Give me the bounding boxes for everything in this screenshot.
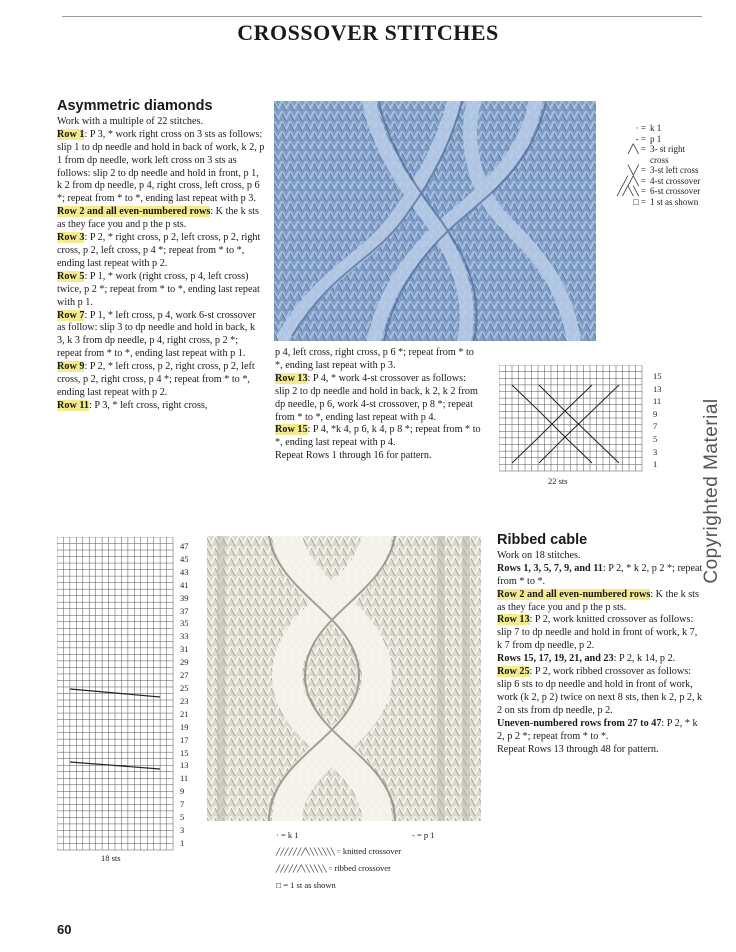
- ribbed-chart-stitch-count: 18 sts: [101, 853, 121, 863]
- chart-row-number: 15: [180, 747, 189, 758]
- row-label: Row 15: [275, 424, 308, 436]
- row-label: Uneven-numbered rows from 27 to 47: [497, 717, 662, 729]
- ribbed-repeat-note: Repeat Rows 13 through 48 for pattern.: [497, 743, 659, 755]
- top-rule: [62, 16, 702, 17]
- row-text: : K the k sts as they face you and p the p sts.: [497, 588, 699, 613]
- ribbed-chart-grid: [57, 537, 177, 852]
- chart-row-number: 1: [180, 837, 185, 848]
- legend-entry: [604, 176, 702, 187]
- legend-text: 1 st as shown: [650, 196, 699, 207]
- chart-row-number: 37: [180, 605, 189, 616]
- asym-instruction: [275, 373, 481, 425]
- legend-symbol: - =: [635, 133, 646, 144]
- asym-title: Asymmetric diamonds: [57, 98, 213, 114]
- ribbed-crossover-symbol: ╱╱╱╱╱╱╲╲╲╲╲╲ =: [276, 865, 333, 873]
- blue-knit-swatch: [274, 101, 596, 341]
- copyright-watermark: Copyrighted Material: [701, 398, 722, 584]
- ribbed-instruction: [497, 653, 703, 666]
- row-text: : P 3, * left cross, right cross,: [88, 399, 208, 411]
- asym-rows: [57, 129, 265, 413]
- ribbed-instruction: [497, 718, 703, 744]
- chart-row-number: 39: [180, 592, 189, 603]
- row-text: : P 1, * left cross, p 4, work 6-st crossover as follow: slip 3 to dp needle and hold in back, k 3, k 3 from dp needle, p 4, right cross, p 2 *; repeat from * to *, ending last repeat with p 1.: [57, 309, 256, 360]
- legend-entry: [604, 134, 702, 145]
- chart-row-number: 23: [180, 695, 189, 706]
- chart-row-number: 19: [180, 721, 189, 732]
- chart-row-number: 27: [180, 670, 189, 681]
- chart-row-number: 29: [180, 657, 189, 668]
- row-text: : P 2, * right cross, p 2, left cross, p 2, right cross, p 2, left cross, p 4 *; repeat from * to *, ending last repeat with p 2.: [57, 232, 261, 269]
- row-label: Row 3: [57, 232, 85, 244]
- chart-row-number: 47: [180, 541, 189, 551]
- row-label: Rows 1, 3, 5, 7, 9, and 11: [497, 562, 603, 574]
- row-text: : P 2, * k 2, p 2 *; repeat from * to *.: [497, 717, 698, 742]
- chart-row-number: 9: [653, 408, 658, 419]
- asym-instruction: [57, 271, 265, 310]
- chart-row-number: 17: [180, 734, 189, 745]
- legend-symbol: □ =: [633, 196, 646, 207]
- chart-row-number: 21: [180, 708, 189, 719]
- page-title: CROSSOVER STITCHES: [237, 20, 499, 45]
- row-text: : P 4, *k 4, p 6, k 4, p 8 *; repeat from * to *, ending last repeat with p 4.: [275, 424, 481, 449]
- asym-swatch-photo: [274, 101, 596, 341]
- legend-entry: [604, 186, 702, 197]
- legend-symbol: · =: [635, 123, 646, 133]
- row-label: Row 5: [57, 270, 85, 282]
- chart-row-number: 13: [180, 760, 189, 771]
- chart-row-number: 5: [180, 812, 185, 823]
- legend-text: 3-st left cross: [650, 165, 699, 175]
- knitted-crossover-label: knitted crossover: [342, 846, 402, 856]
- ribbed-crossover-label: ribbed crossover: [334, 863, 391, 873]
- chart-row-number: 45: [180, 553, 189, 564]
- row-text: : P 2, * left cross, p 2, right cross, p 2, left cross, p 2, right cross, p 4 *; repeat from * to *, ending last repeat with p 2.: [57, 361, 255, 398]
- ribbed-swatch-photo: [207, 536, 481, 821]
- row-text: : P 2, * k 2, p 2 *; repeat from * to *.: [497, 562, 703, 587]
- asym-column-1: [57, 100, 265, 413]
- chart-row-number: 41: [180, 579, 189, 590]
- chart-row-number: 15: [653, 371, 662, 381]
- asym-instruction: [275, 424, 481, 450]
- legend-entry: [604, 165, 702, 176]
- row-text: : P 2, work knitted crossover as follows: slip 7 to dp needle and hold in front of work, k 7, k 7 from dp needle, p 2.: [497, 614, 698, 652]
- legend-text: k 1: [650, 123, 662, 133]
- ribbed-legend-shown: □ = 1 st as shown: [276, 880, 336, 890]
- asym-chart: [499, 365, 649, 482]
- chart-row-number: 25: [180, 682, 189, 693]
- asym-instruction: [57, 129, 265, 206]
- cream-knit-swatch: [207, 536, 481, 821]
- row-label: Row 25: [497, 666, 530, 678]
- ribbed-legend-p1: - = p 1: [412, 830, 435, 840]
- row-label: Row 1: [57, 128, 85, 140]
- chart-row-number: 11: [180, 773, 189, 784]
- chart-row-number: 7: [180, 799, 185, 810]
- legend-symbol: ╱╱╲ =: [622, 175, 646, 186]
- chart-row-number: 13: [653, 383, 662, 394]
- row-text: : P 3, * work right cross on 3 sts as follows: slip 1 to dp needle and hold in back of work, k 2, p 1 from dp needle, work left cross on 3 sts as follows: slip 2 to dp needle and hold in front, p 1, k 2 from dp needle, p 4, right cross, left cross, p 6 *; repeat from * to *, ending last repeat with p 3.: [57, 128, 265, 205]
- legend-entry: [604, 197, 702, 208]
- legend-entry: [604, 144, 702, 165]
- chart-row-number: 35: [180, 618, 189, 629]
- ribbed-column: [497, 534, 703, 756]
- row-label: Rows 15, 17, 19, 21, and 23: [497, 653, 614, 665]
- legend-text: 4-st crossover: [650, 175, 701, 186]
- chart-row-number: 9: [180, 786, 185, 797]
- ribbed-intro: Work on 18 stitches.: [497, 549, 581, 561]
- ribbed-instruction: [497, 589, 703, 615]
- legend-text: p 1: [650, 133, 662, 144]
- asym-repeat-note: Repeat Rows 1 through 16 for pattern.: [275, 450, 432, 462]
- row-label: Row 2 and all even-numbered rows: [57, 206, 211, 218]
- asym-chart-row-numbers: [653, 370, 662, 471]
- ribbed-legend-k1: · = k 1: [276, 830, 299, 840]
- ribbed-instruction: [497, 666, 703, 718]
- asym-legend: [604, 123, 702, 207]
- chart-row-number: 11: [653, 396, 662, 407]
- ribbed-legend-ribbed: [276, 863, 391, 875]
- row-text: : P 1, * work (right cross, p 4, left cross) twice, p 2 *; repeat from * to *, ending last repeat with p 1.: [57, 270, 260, 308]
- legend-symbol: ╱╲ =: [627, 144, 646, 154]
- knitted-crossover-symbol: ╱╱╱╱╱╱╱╲╲╲╲╲╲╲ =: [276, 848, 341, 856]
- asym-row11-continuation: p 4, left cross, right cross, p 6 *; repeat from * to *, ending last repeat with p 3.: [275, 347, 474, 371]
- legend-text: 6-st crossover: [650, 186, 701, 196]
- chart-row-number: 43: [180, 566, 189, 577]
- legend-text: 3- st right cross: [650, 144, 685, 165]
- ribbed-lines: [497, 563, 703, 744]
- chart-row-number: 5: [653, 433, 658, 444]
- chart-row-number: 3: [653, 446, 658, 457]
- ribbed-instruction: [497, 614, 703, 653]
- asym-instruction: [57, 206, 265, 232]
- asym-instruction: [57, 400, 265, 413]
- row-label: Row 2 and all even-numbered rows: [497, 588, 651, 600]
- chart-row-number: 31: [180, 644, 189, 655]
- asym-chart-grid: [499, 365, 649, 477]
- ribbed-chart-row-numbers: [180, 540, 189, 850]
- row-text: : P 4, * work 4-st crossover as follows: slip 2 to dp needle and hold in back, k 2, k 2 from dp needle, p 6, work 4-st crossover, p 8 *; repeat from * to *, ending last repeat with p 4.: [275, 372, 478, 423]
- row-label: Row 13: [275, 372, 308, 384]
- chart-row-number: 33: [180, 631, 189, 642]
- row-label: Row 7: [57, 309, 85, 321]
- chart-row-number: 7: [653, 421, 658, 432]
- asym-chart-stitch-count: 22 sts: [548, 476, 568, 486]
- ribbed-instruction: [497, 563, 703, 589]
- asym-intro: Work with a multiple of 22 stitches.: [57, 115, 204, 127]
- row-label: Row 13: [497, 614, 530, 626]
- asym-rows-2: [275, 373, 481, 450]
- ribbed-title: Ribbed cable: [497, 532, 588, 548]
- row-label: Row 11: [57, 399, 89, 411]
- legend-symbol: ╱╱╲╲ =: [617, 186, 646, 196]
- page-number: 60: [57, 922, 72, 937]
- row-text: : P 2, k 14, p 2.: [613, 653, 676, 665]
- asym-instruction: [57, 232, 265, 271]
- asym-instruction: [57, 310, 265, 362]
- asym-column-2: [275, 347, 481, 463]
- legend-symbol: ╲╱ =: [627, 165, 646, 175]
- chart-row-number: 3: [180, 824, 185, 835]
- ribbed-chart: [57, 537, 177, 857]
- asym-instruction: [57, 361, 265, 400]
- ribbed-legend-knitted: [276, 846, 401, 858]
- chart-row-number: 1: [653, 459, 658, 470]
- row-label: Row 9: [57, 361, 85, 373]
- legend-entry: [604, 123, 702, 134]
- row-text: : K the k sts as they face you and p the p sts.: [57, 206, 259, 231]
- row-text: : P 2, work ribbed crossover as follows: slip 6 sts to dp needle and hold in front of work, work (k 2, p 2) twice on next 8 sts, then k 2, p 2, k 2 on sts from dp needle, p 2.: [497, 666, 703, 716]
